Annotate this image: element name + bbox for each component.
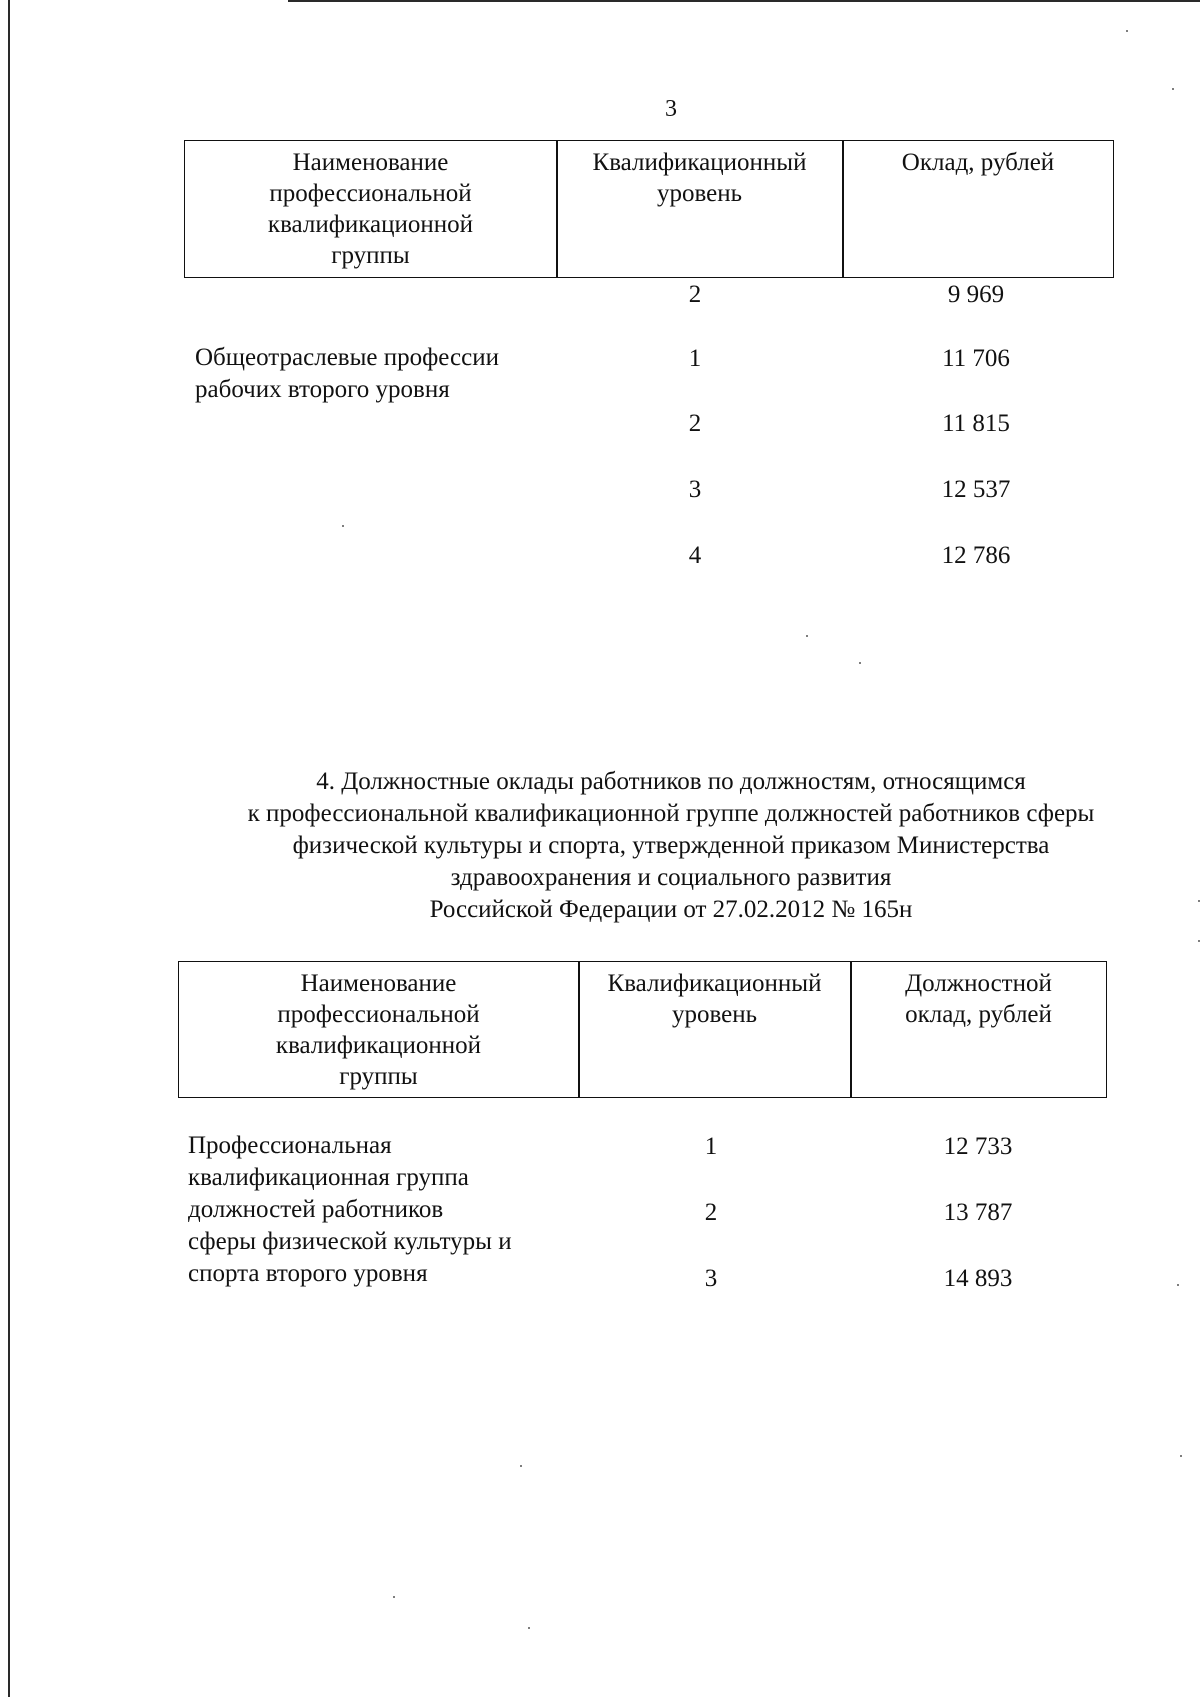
header-line: оклад, рублей <box>905 1001 1052 1028</box>
section-4-title <box>0 766 1200 926</box>
header-line: Оклад, рублей <box>901 149 1055 176</box>
table1-header <box>184 140 1114 278</box>
header-line: уровень <box>671 1001 758 1028</box>
table2-row-3-level: 3 <box>704 1265 718 1292</box>
table2-row-3-salary: 14 893 <box>943 1265 1013 1292</box>
table2-header-level <box>579 962 850 1097</box>
table2-group-name <box>188 1130 512 1290</box>
table1-header-level <box>557 141 842 277</box>
group-name-line: спорта второго уровня <box>188 1260 428 1287</box>
section-title-line: к профессиональной квалификационной группе должностей работников сферы <box>247 800 1095 827</box>
section-title-line: Российской Федерации от 27.02.2012 № 165н <box>429 896 913 923</box>
table1-row-3-level: 2 <box>688 410 702 437</box>
table2-row-2-salary: 13 787 <box>943 1199 1013 1226</box>
table1-row-2-level: 1 <box>688 345 702 372</box>
table1-row-5-level: 4 <box>688 542 702 569</box>
page-edge-top <box>288 0 1200 2</box>
header-line: группы <box>339 1063 418 1090</box>
table1-group-name <box>195 342 499 406</box>
scan-speck <box>528 1627 530 1629</box>
table2-header <box>178 961 1107 1098</box>
header-line: профессиональной <box>277 1001 480 1028</box>
table1-row-5-salary: 12 786 <box>941 542 1011 569</box>
table1-row-4-level: 3 <box>688 476 702 503</box>
scan-speck <box>393 1596 395 1598</box>
group-name-line: Профессиональная <box>188 1132 392 1159</box>
header-line: Квалификационный <box>592 149 807 176</box>
table1-row-1-salary: 9 969 <box>947 281 1005 308</box>
table1-row-1-level: 2 <box>688 281 702 308</box>
table1-header-group-name <box>185 141 556 277</box>
header-line: уровень <box>656 180 743 207</box>
header-line: квалификационной <box>275 1032 482 1059</box>
section-title-line: 4. Должностные оклады работников по должностям, относящимся <box>316 768 1026 795</box>
group-name-line: Общеотраслевые профессии <box>195 344 499 371</box>
scan-speck <box>1180 1455 1182 1457</box>
group-name-line: должностей работников <box>188 1196 444 1223</box>
header-line: Наименование <box>292 149 449 176</box>
header-line: квалификационной <box>267 211 474 238</box>
table1-row-3-salary: 11 815 <box>942 410 1010 437</box>
table1-row-2-salary: 11 706 <box>942 345 1010 372</box>
group-name-line: квалификационная группа <box>188 1164 469 1191</box>
scan-speck <box>1172 88 1174 90</box>
header-line: профессиональной <box>269 180 472 207</box>
scan-speck <box>859 662 861 664</box>
table2-header-salary <box>851 962 1106 1097</box>
section-title-line: здравоохранения и социального развития <box>450 864 892 891</box>
scan-speck <box>342 525 344 527</box>
group-name-line: рабочих второго уровня <box>195 376 450 403</box>
scan-speck <box>520 1465 522 1467</box>
group-name-line: сферы физической культуры и <box>188 1228 512 1255</box>
table2-row-1-level: 1 <box>704 1133 718 1160</box>
scan-speck <box>1177 1284 1179 1286</box>
header-line: Наименование <box>300 970 457 997</box>
table1-row-4-salary: 12 537 <box>941 476 1011 503</box>
header-line: Квалификационный <box>607 970 822 997</box>
scan-speck <box>1126 30 1128 32</box>
header-line: группы <box>331 242 410 269</box>
header-line: Должностной <box>905 970 1052 997</box>
section-title-line: физической культуры и спорта, утвержденной приказом Министерства <box>292 832 1050 859</box>
table2-header-group-name <box>179 962 578 1097</box>
table2-row-1-salary: 12 733 <box>943 1133 1013 1160</box>
table2-row-2-level: 2 <box>704 1199 718 1226</box>
page-number: 3 <box>665 96 677 122</box>
scan-speck <box>806 635 808 637</box>
table1-header-salary <box>843 141 1113 277</box>
